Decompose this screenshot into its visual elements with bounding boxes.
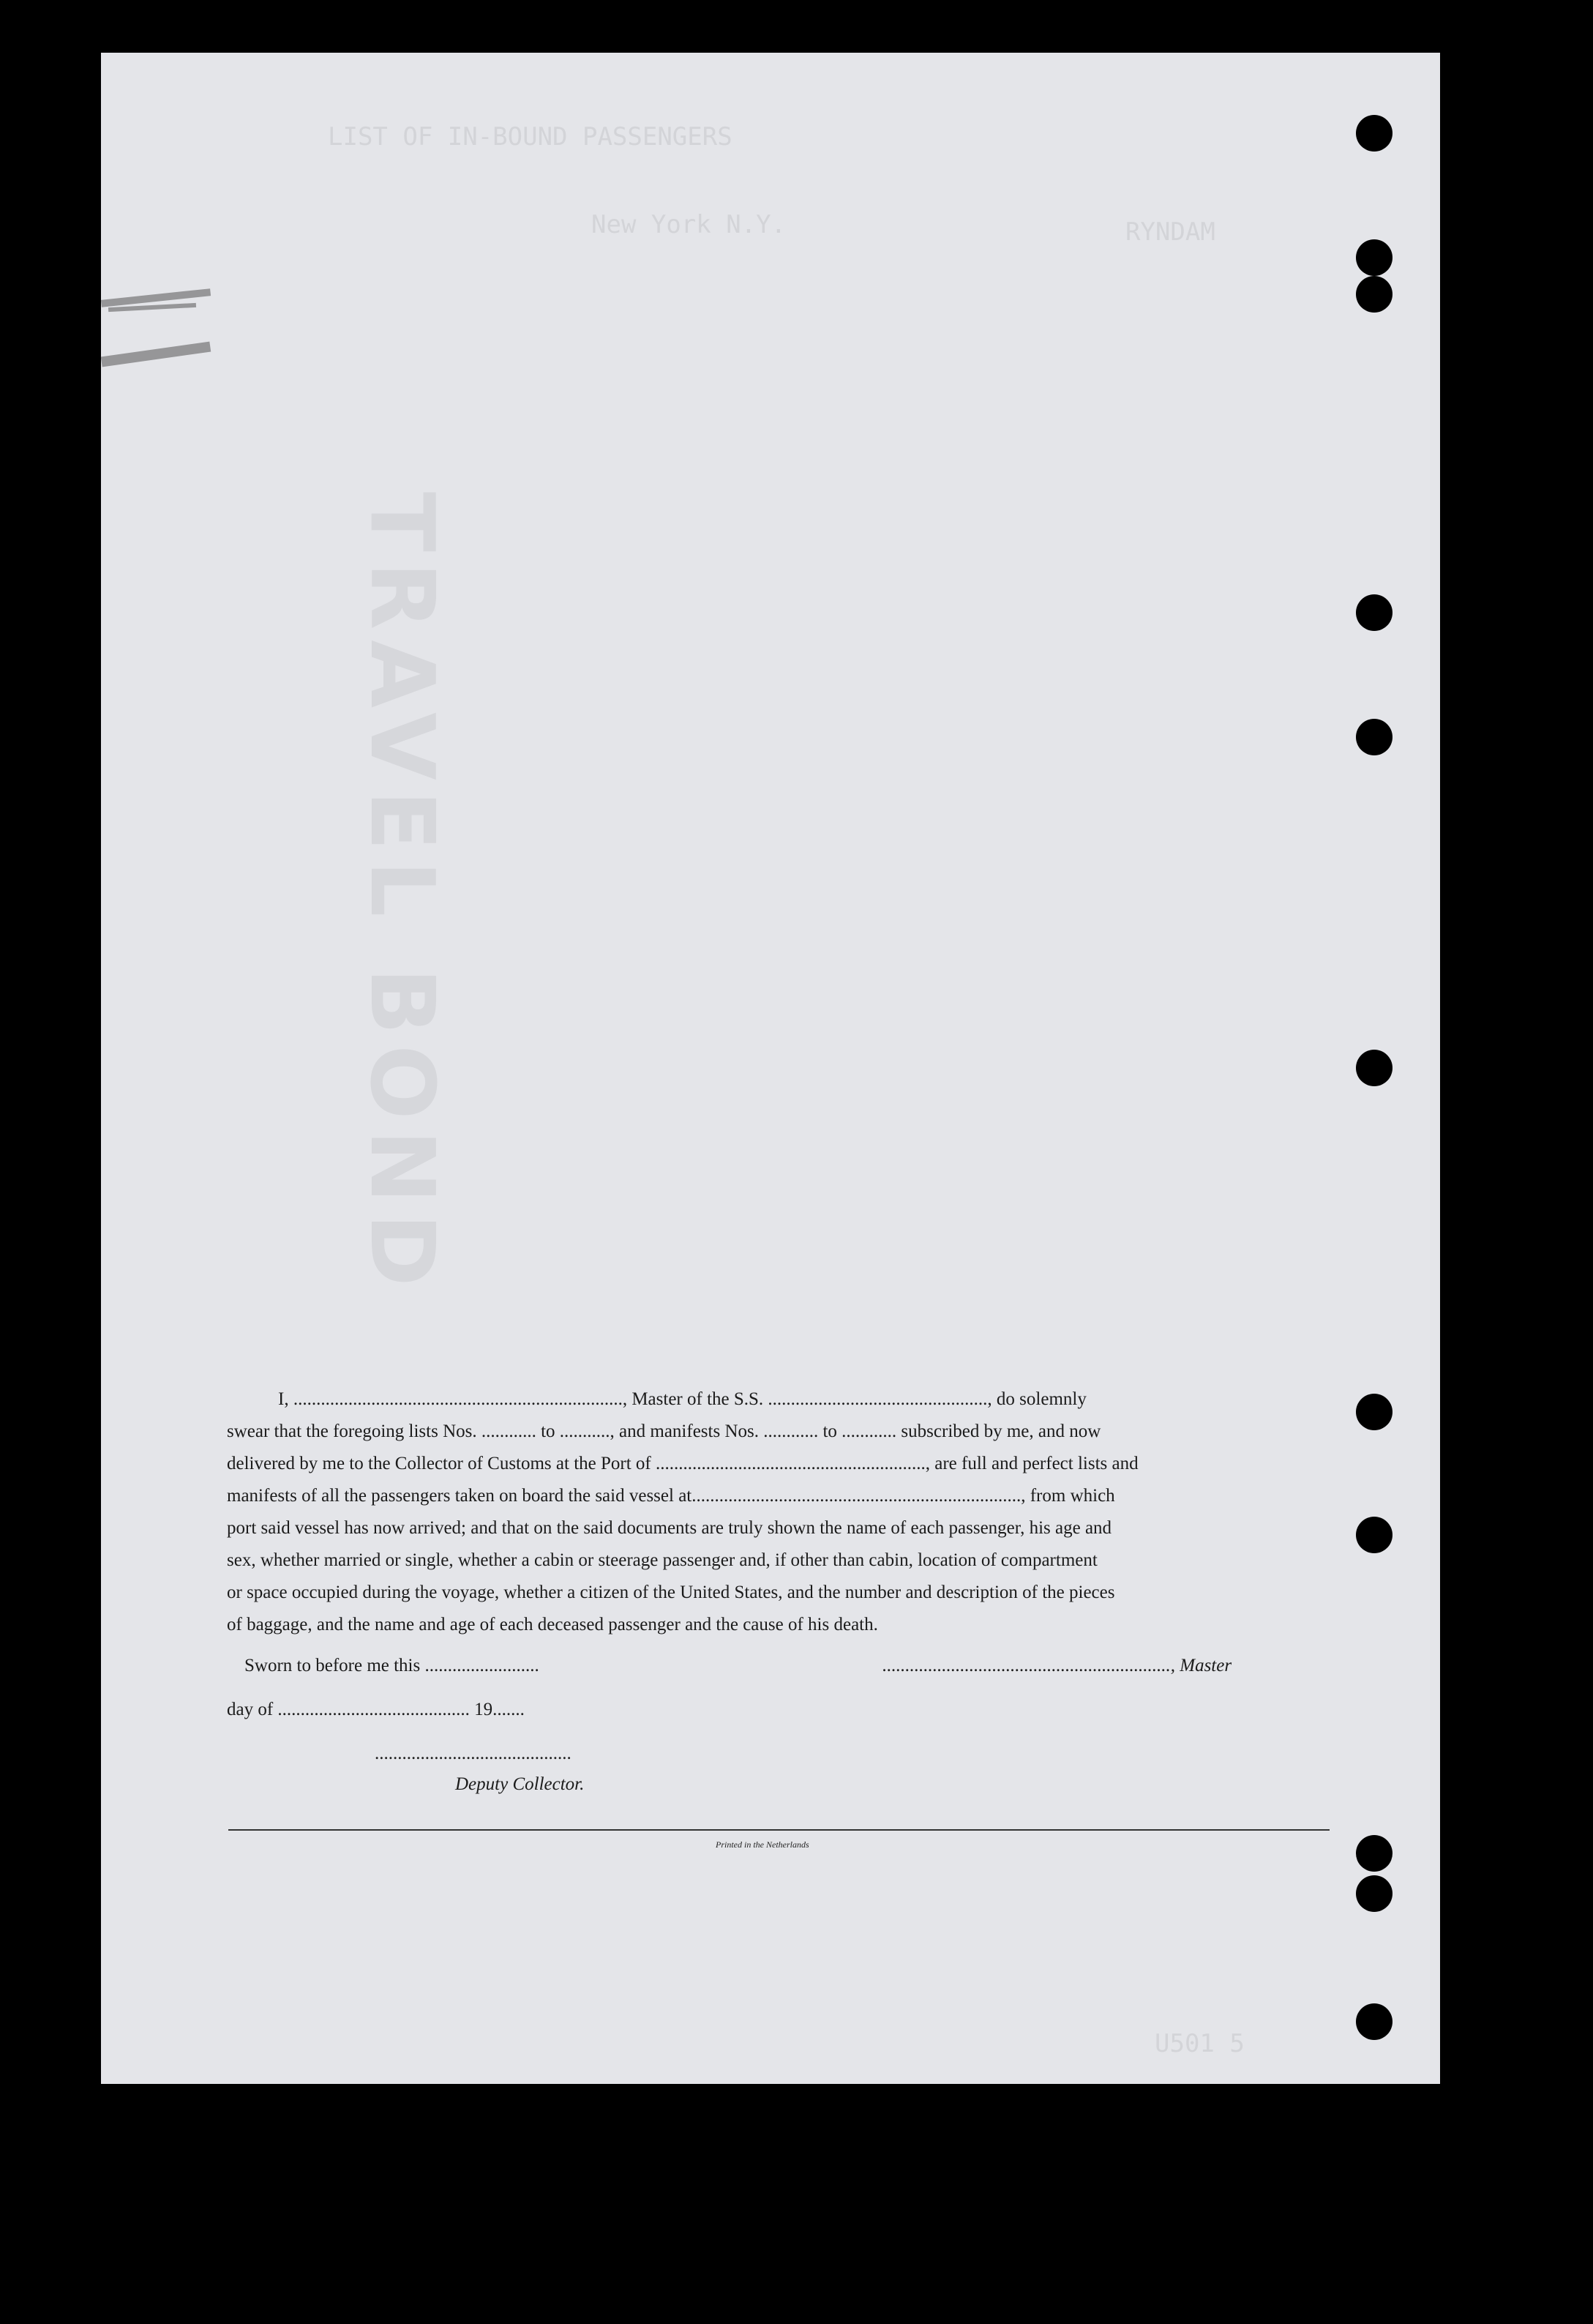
scan-smudge <box>101 342 211 367</box>
day-line: day of .......................................... 19....... <box>227 1700 525 1719</box>
deputy-collector-label: Deputy Collector. <box>455 1774 585 1794</box>
oath-line: of baggage, and the name and age of each deceased passenger and the cause of his death. <box>227 1615 878 1634</box>
ghost-port: New York N.Y. <box>591 210 787 239</box>
printer-note: Printed in the Netherlands <box>716 1839 809 1850</box>
footer-rule <box>228 1829 1330 1831</box>
punch-hole <box>1356 1835 1393 1872</box>
oath-line: sex, whether married or single, whether a cabin or steerage passenger and, if other than cabin, location of compartment <box>227 1550 1098 1570</box>
punch-hole <box>1356 719 1393 755</box>
master-signature-line: ..............................................................., Master <box>882 1656 1232 1675</box>
ghost-header: LIST OF IN-BOUND PASSENGERS <box>328 122 732 152</box>
punch-hole <box>1356 2003 1393 2040</box>
oath-line: I, ........................................................................, Master of the S.S. ................................................, do solemnly <box>278 1389 1087 1409</box>
punch-hole <box>1356 1517 1393 1553</box>
punch-hole <box>1356 1394 1393 1430</box>
deputy-signature-dots: ........................................... <box>375 1744 571 1763</box>
punch-hole <box>1356 239 1393 276</box>
ghost-stamp: TRAVEL BOND <box>351 492 452 1297</box>
document-page <box>101 53 1440 2084</box>
oath-line: delivered by me to the Collector of Customs at the Port of ..........................................................., are full and perfect lists and <box>227 1454 1139 1473</box>
ghost-ship: RYNDAM <box>1125 217 1215 247</box>
oath-line: or space occupied during the voyage, whether a citizen of the United States, and the number and description of the pieces <box>227 1583 1115 1602</box>
master-oath-paragraph <box>227 1383 1328 1641</box>
punch-hole <box>1356 1875 1393 1912</box>
punch-hole <box>1356 276 1393 313</box>
oath-line: port said vessel has now arrived; and that on the said documents are truly shown the name of each passenger, his age and <box>227 1518 1112 1538</box>
punch-hole <box>1356 594 1393 631</box>
punch-hole <box>1356 115 1393 152</box>
oath-line: swear that the foregoing lists Nos. ............ to ..........., and manifests Nos. ............ to ............ subscribed by me, and now <box>227 1421 1101 1441</box>
sworn-line: Sworn to before me this ......................... <box>244 1656 539 1675</box>
punch-hole <box>1356 1050 1393 1086</box>
oath-line: manifests of all the passengers taken on board the said vessel at........................................................................, from which <box>227 1486 1115 1506</box>
ghost-footer-code: U501 5 <box>1155 2029 1245 2058</box>
